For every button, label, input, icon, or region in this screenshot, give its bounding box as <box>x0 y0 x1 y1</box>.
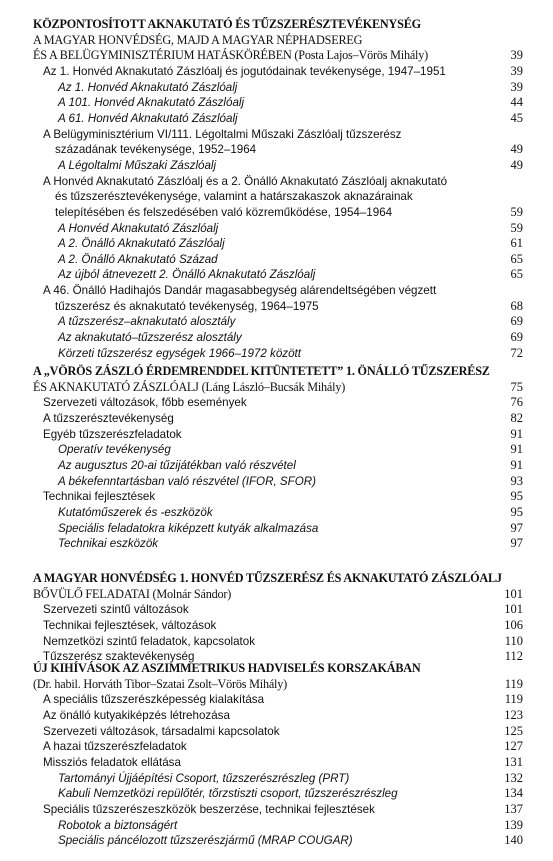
toc-page-number: 76 <box>510 395 523 410</box>
toc-entry-title: A Légoltalmi Műszaki Zászlóalj <box>58 158 217 172</box>
toc-entry <box>0 536 553 551</box>
toc-page-number: 65 <box>510 251 523 266</box>
toc-entry-title: Missziós feladatok ellátása <box>43 755 181 769</box>
toc-page-number: 91 <box>510 457 523 472</box>
toc-entry-title: Nemzetközi szintű feladatok, kapcsolatok <box>43 634 256 648</box>
toc-entry-title: ÚJ KIHÍVÁSOK AZ ASZIMMETRIKUS HADVISELÉS KORSZAKÁBAN <box>33 661 421 675</box>
toc-entry <box>0 158 553 173</box>
toc-entry-title: és tűzszerésztevékenysége, valamint a határszakaszok aknazárainak <box>55 190 413 204</box>
toc-page-number: 139 <box>504 817 523 832</box>
toc-page-number: 69 <box>510 314 523 329</box>
toc-entry-title: Tartományi Újjáépítési Csoport, tűzszerészrészleg (PRT) <box>58 771 350 785</box>
toc-page-number: 137 <box>504 801 523 816</box>
toc-entry <box>0 474 553 489</box>
toc-entry <box>0 252 553 267</box>
toc-entry <box>0 127 553 142</box>
toc-entry <box>0 189 553 204</box>
toc-entry-title: Robotok a biztonságért <box>58 818 178 832</box>
toc-entry <box>0 818 553 833</box>
toc-entry <box>0 771 553 786</box>
toc-entry-title: Körzeti tűzszerész egységek 1966–1972 között <box>58 346 301 360</box>
toc-page-number: 112 <box>504 649 523 664</box>
toc-entry <box>0 802 553 817</box>
toc-entry <box>0 427 553 442</box>
toc-page-number: 106 <box>504 618 523 632</box>
toc-entry-title: A 2. Önálló Aknakutató Század <box>58 252 218 266</box>
toc-page-number: 119 <box>504 676 523 691</box>
toc-entry-title: A MAGYAR HONVÉDSÉG 1. HONVÉD TŰZSZERÉSZ ÉS AKNAKUTATÓ ZÁSZLÓALJ <box>33 571 502 585</box>
toc-page-number: 123 <box>504 708 523 722</box>
toc-entry <box>0 95 553 110</box>
toc-entry <box>0 786 553 801</box>
toc-entry <box>0 708 553 723</box>
toc-entry <box>0 330 553 345</box>
toc-entry <box>0 111 553 126</box>
section-heading-line <box>0 661 553 676</box>
toc-entry-title: ÉS A BELÜGYMINISZTÉRIUM HATÁSKÖRÉBEN (Posta Lajos–Vörös Mihály) <box>33 48 428 63</box>
toc-page-number: 125 <box>504 723 523 738</box>
toc-page-number: 101 <box>504 602 523 617</box>
toc-entry-title: A tűzszerésztevékenység <box>43 411 174 425</box>
toc-entry-title: A tűzszerész–aknakutató alosztály <box>58 315 236 329</box>
toc-entry-title: A MAGYAR HONVÉDSÉG, MAJD A MAGYAR NÉPHADSEREG <box>33 32 363 47</box>
toc-page-number: 61 <box>510 236 523 251</box>
toc-page-number: 49 <box>510 142 523 157</box>
toc-entry-title: Technikai fejlesztések, változások <box>43 619 217 632</box>
toc-entry-title: századának tevékenysége, 1952–1964 <box>55 143 257 157</box>
toc-entry-title: A békefenntartásban való részvétel (IFOR, SFOR) <box>58 474 316 488</box>
toc-entry-title: Egyéb tűzszerészfeladatok <box>43 427 182 441</box>
toc-entry-title: Az 1. Honvéd Aknakutató Zászlóalj <box>58 80 238 94</box>
toc-page-number: 49 <box>510 157 523 172</box>
toc-entry <box>0 205 553 220</box>
toc-entry-title: A Honvéd Aknakutató Zászlóalj <box>58 221 219 235</box>
section-heading-line <box>0 380 553 395</box>
toc-entry <box>0 395 553 410</box>
toc-entry-title: Kutatóműszerek és -eszközök <box>58 505 213 519</box>
toc-entry-title: Az aknakutató–tűzszerész alosztály <box>58 331 242 344</box>
toc-entry-title: ÉS AKNAKUTATÓ ZÁSZLÓALJ (Láng László–Bucsák Mihály) <box>33 379 346 394</box>
toc-entry-title: Az önálló kutyakiképzés létrehozása <box>43 709 230 722</box>
toc-page-number: 44 <box>510 95 523 110</box>
toc-entry-title: A Honvéd Aknakutató Zászlóalj és a 2. Önálló Aknakutató Zászlóalj aknakutató <box>43 174 448 188</box>
toc-entry-title: A hazai tűzszerészfeladatok <box>43 740 187 754</box>
toc-entry <box>0 602 553 617</box>
toc-entry-title: telepítésében és felszedésében való közreműködése, 1954–1964 <box>55 205 393 219</box>
toc-entry <box>0 283 553 298</box>
toc-entry-title: Az 1. Honvéd Aknakutató Zászlóalj és jogutódainak tevékenysége, 1947–1951 <box>43 65 446 78</box>
toc-entry <box>0 724 553 739</box>
toc-entry <box>0 314 553 329</box>
section-heading-line <box>0 33 553 48</box>
section-heading-line <box>0 17 553 32</box>
toc-entry-title: Az augusztus 20-ai tűzijátékban való részvétel <box>58 458 296 472</box>
toc-entry-title: Speciális tűzszerészeszközök beszerzése, technikai fejlesztések <box>43 802 375 816</box>
toc-entry-title: A 46. Önálló Hadihajós Dandár magasabbegység alárendeltségében végzett <box>43 284 437 298</box>
toc-entry-title: A 101. Honvéd Aknakutató Zászlóalj <box>58 96 245 110</box>
section-heading-line <box>0 364 553 379</box>
toc-entry <box>0 64 553 79</box>
toc-page-number: 119 <box>504 692 523 707</box>
toc-page-number: 132 <box>504 770 523 785</box>
toc-page-number: 140 <box>504 833 523 848</box>
toc-entry <box>0 618 553 633</box>
toc-page-number: 45 <box>510 110 523 125</box>
toc-page-number: 95 <box>510 504 523 519</box>
toc-page-number: 69 <box>510 330 523 344</box>
toc-page-number: 39 <box>510 79 523 94</box>
toc-entry <box>0 634 553 649</box>
toc-page-number: 59 <box>510 220 523 235</box>
toc-page-number: 39 <box>510 64 523 78</box>
toc-entry <box>0 221 553 236</box>
toc-page-number: 72 <box>510 345 523 360</box>
toc-entry <box>0 346 553 361</box>
toc-page-number: 65 <box>510 267 523 282</box>
toc-entry <box>0 299 553 314</box>
toc-page-number: 101 <box>504 586 523 601</box>
toc-entry-title: Technikai fejlesztések <box>43 490 156 504</box>
toc-entry <box>0 505 553 520</box>
toc-page-number: 131 <box>504 754 523 769</box>
toc-entry <box>0 833 553 848</box>
section-heading-line <box>0 571 553 586</box>
toc-page-number: 68 <box>510 298 523 313</box>
section-heading-line <box>0 587 553 602</box>
toc-entry-title: tűzszerész és aknakutató tevékenység, 1964–1975 <box>55 299 319 313</box>
toc-page-number: 97 <box>510 536 523 551</box>
toc-entry-title: A „VÖRÖS ZÁSZLÓ ÉRDEMRENDDEL KITÜNTETETT” 1. ÖNÁLLÓ TŰZSZERÉSZ <box>33 364 490 378</box>
toc-entry <box>0 80 553 95</box>
toc-page-number: 95 <box>510 489 523 504</box>
toc-page-number: 39 <box>510 48 523 63</box>
toc-entry <box>0 411 553 426</box>
toc-entry <box>0 174 553 189</box>
toc-page-number: 59 <box>510 204 523 219</box>
toc-entry <box>0 489 553 504</box>
toc-entry <box>0 692 553 707</box>
toc-entry-title: KÖZPONTOSÍTOTT AKNAKUTATÓ ÉS TŰZSZERÉSZTEVÉKENYSÉG <box>33 17 421 31</box>
toc-entry-title: A Belügyminisztérium VI/111. Légoltalmi Műszaki Zászlóalj tűzszerész <box>43 127 402 141</box>
toc-page-number: 134 <box>504 786 523 801</box>
section-heading-line <box>0 48 553 63</box>
toc-entry-title: Kabuli Nemzetközi repülőtér, tőrzstiszti csoport, tűzszerészrészleg <box>58 787 398 801</box>
toc-page-number: 91 <box>510 442 523 457</box>
toc-entry-title: Operatív tevékenység <box>58 443 171 457</box>
toc-entry-title: Szervezeti szintű változások <box>43 603 189 617</box>
toc-entry-title: Technikai eszközök <box>58 537 159 551</box>
toc-page-number: 93 <box>510 473 523 488</box>
toc-entry-title: Szervezeti változások, társadalmi kapcsolatok <box>43 724 280 738</box>
toc-entry-title: Az újból átnevezett 2. Önálló Aknakutató Zászlóalj <box>58 268 316 282</box>
toc-entry-title: Speciális páncélozott tűzszerészjármű (MRAP COUGAR) <box>58 834 353 848</box>
toc-page-number: 91 <box>510 426 523 441</box>
toc-entry <box>0 142 553 157</box>
toc-entry-title: A 61. Honvéd Aknakutató Zászlóalj <box>58 111 238 125</box>
toc-entry <box>0 739 553 754</box>
toc-entry <box>0 442 553 457</box>
toc-page-number: 127 <box>504 739 523 754</box>
toc-entry <box>0 267 553 282</box>
toc-page-number: 75 <box>510 379 523 394</box>
toc-page-number: 110 <box>504 633 523 648</box>
toc-entry-title: A speciális tűzszerészképesség kialakítása <box>43 693 265 707</box>
toc-entry-title: A 2. Önálló Aknakutató Zászlóalj <box>58 237 225 251</box>
toc-entry-title: (Dr. habil. Horváth Tibor–Szatai Zsolt–Vörös Mihály) <box>33 676 287 691</box>
toc-entry <box>0 458 553 473</box>
toc-page-number: 97 <box>510 520 523 535</box>
toc-entry-title: BŐVÜLŐ FELADATAI (Molnár Sándor) <box>33 586 232 601</box>
toc-entry-title: Speciális feladatokra kiképzett kutyák alkalmazása <box>58 521 319 535</box>
section-heading-line <box>0 677 553 692</box>
toc-entry <box>0 521 553 536</box>
toc-entry <box>0 236 553 251</box>
toc-entry-title: Szervezeti változások, főbb események <box>43 396 247 410</box>
toc-page-number: 82 <box>510 410 523 425</box>
toc-entry <box>0 755 553 770</box>
toc-entry-title: Tűzszerész szaktevékenység <box>43 650 195 664</box>
